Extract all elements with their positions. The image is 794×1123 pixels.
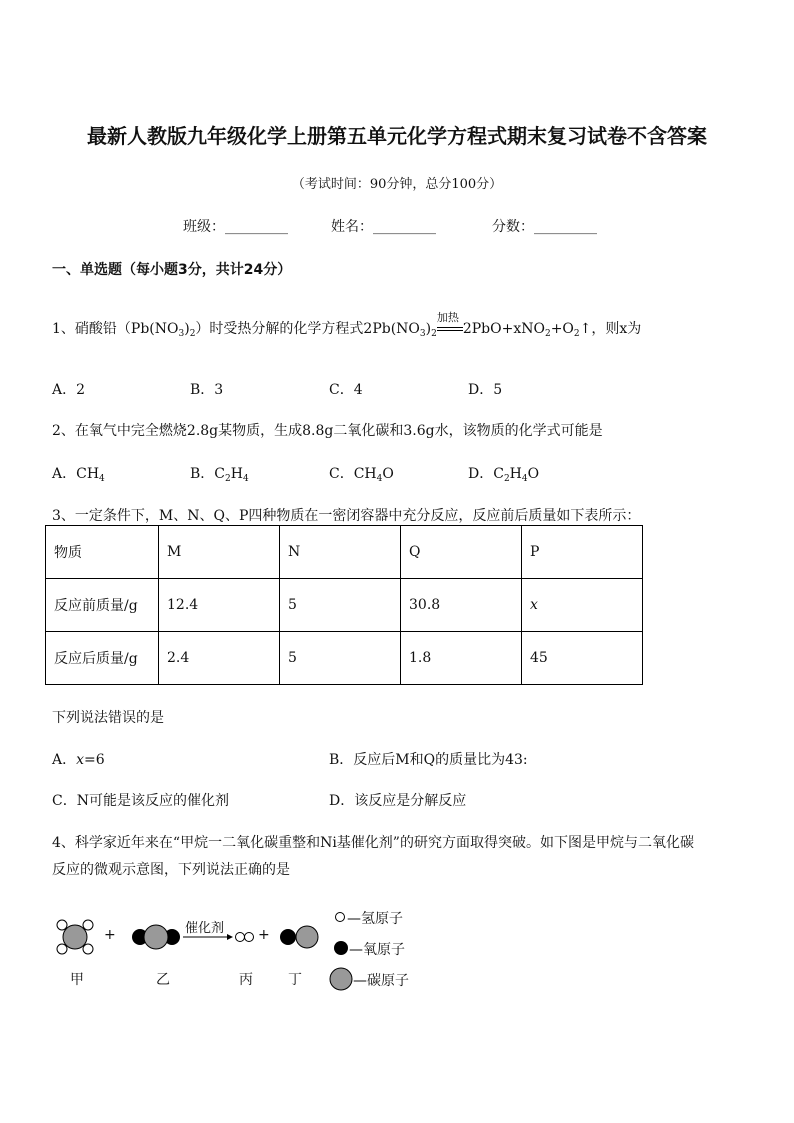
table-cell: 5 — [280, 579, 401, 632]
q2-option-d[interactable]: D．$C_2H_4O$ — [468, 466, 540, 484]
table-cell: 1.8 — [401, 632, 522, 685]
legend-hydrogen: —氢原子 — [347, 911, 403, 927]
label-jia: 甲 — [70, 972, 84, 988]
methane-molecule — [57, 920, 93, 954]
q3-option-d[interactable]: D．该反应是分解反应 — [329, 793, 467, 809]
q1-option-a[interactable]: A．2 — [52, 382, 86, 398]
table-cell: 反应前质量/g — [46, 579, 159, 632]
question-2: 2、在氧气中完全燃烧2.8g某物质，生成8.8g二氧化碳和3.6g水，该物质的化学式可能是 — [52, 423, 603, 439]
page-title: 最新人教版九年级化学上册第五单元化学方程式期末复习试卷不含答案 — [87, 124, 707, 148]
table-row — [46, 579, 643, 632]
table-header-cell: P — [522, 526, 643, 579]
q2-option-c[interactable]: C．$CH_4O$ — [329, 466, 394, 484]
legend-carbon: —碳原子 — [353, 973, 409, 989]
score-field[interactable]: 分数：_________ — [492, 219, 597, 235]
carbon-monoxide-molecule — [280, 926, 318, 948]
table-cell: 2.4 — [159, 632, 280, 685]
catalyst-label: 催化剂 — [185, 921, 225, 936]
table-cell: 30.8 — [401, 579, 522, 632]
reaction-diagram — [50, 905, 430, 1005]
q2-option-b[interactable]: B．$C_2H_4$ — [190, 466, 249, 484]
q1-option-d[interactable]: D．5 — [468, 382, 503, 398]
plus-sign: + — [258, 927, 270, 943]
table-row — [46, 526, 643, 579]
question-4-line1: 4、科学家近年来在“甲烷一二氧化碳重整和Ni基催化剂”的研究方面取得突破。如下图是甲烷与二氧化碳 — [52, 835, 694, 851]
question-3: 3、一定条件下，M、N、Q、P四种物质在一密闭容器中充分反应，反应前后质量如下表所示： — [52, 508, 641, 524]
table-cell: x — [522, 579, 643, 632]
table-cell: 反应后质量/g — [46, 632, 159, 685]
table-cell: 5 — [280, 632, 401, 685]
class-field[interactable]: 班级：_________ — [183, 219, 288, 235]
carbon-dioxide-molecule — [132, 925, 180, 949]
q1-option-b[interactable]: B．3 — [190, 382, 224, 398]
question-4-line2: 反应的微观示意图，下列说法正确的是 — [52, 862, 290, 878]
table-header-cell: 物质 — [46, 526, 159, 579]
section-heading: 一、单选题（每小题3分，共计24分） — [52, 262, 292, 278]
name-field[interactable]: 姓名：_________ — [331, 219, 436, 235]
question-1: 1、硝酸铅$(Pb(NO_3)_2)$时受热分解的化学方程式$2Pb(NO_3)_2$ 加热 $2PbO+xNO_2+O_2↑$，则x为 — [52, 311, 642, 339]
q3-option-c[interactable]: C．N可能是该反应的催化剂 — [52, 793, 229, 809]
legend-oxygen: —氧原子 — [349, 942, 405, 958]
table-cell: 12.4 — [159, 579, 280, 632]
hydrogen-molecule — [236, 933, 254, 942]
q3-option-a[interactable]: A．x=6 — [52, 752, 105, 768]
label-ding: 丁 — [288, 972, 302, 988]
table-header-cell: M — [159, 526, 280, 579]
label-bing: 丙 — [239, 972, 253, 988]
table-header-cell: N — [280, 526, 401, 579]
q3-option-b[interactable]: B．反应后M和Q的质量比为43: — [329, 752, 528, 768]
label-yi: 乙 — [156, 972, 170, 988]
table-header-cell: Q — [401, 526, 522, 579]
q1-option-c[interactable]: C．4 — [329, 382, 363, 398]
table-row — [46, 632, 643, 685]
q3-prompt: 下列说法错误的是 — [52, 710, 164, 726]
plus-sign: + — [104, 927, 116, 943]
table-cell: 45 — [522, 632, 643, 685]
mass-table — [45, 525, 643, 685]
heating-condition: 加热 — [437, 321, 463, 337]
exam-subtitle: （考试时间：90分钟，总分100分） — [291, 177, 503, 192]
q2-option-a[interactable]: A．$CH_4$ — [52, 466, 105, 484]
